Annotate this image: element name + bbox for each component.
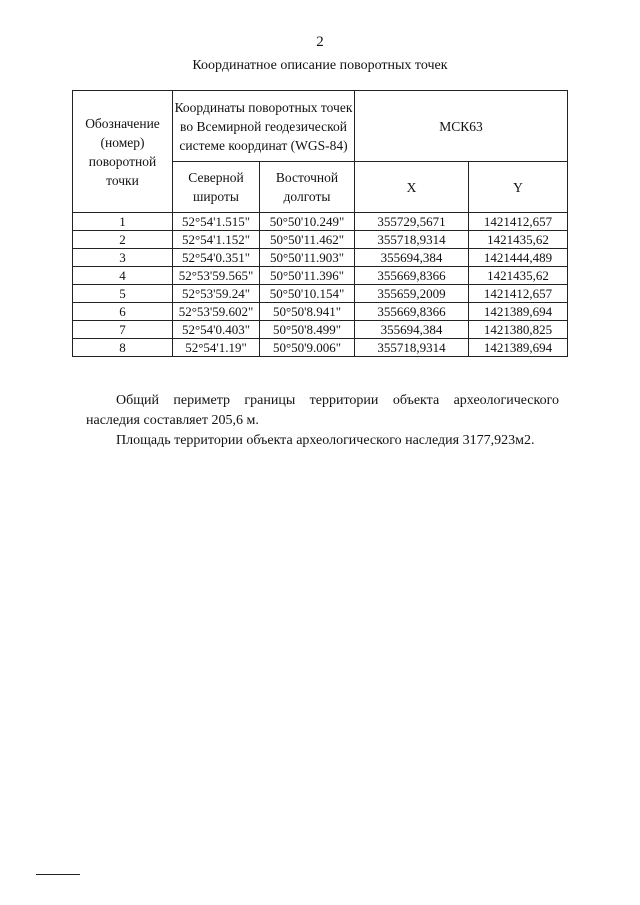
point-number: 4 <box>73 267 173 285</box>
point-number: 6 <box>73 303 173 321</box>
point-latitude: 52°53'59.602" <box>173 303 260 321</box>
table-row <box>73 303 568 321</box>
point-y: 1421412,657 <box>469 213 568 231</box>
point-x: 355694,384 <box>355 321 469 339</box>
point-number: 3 <box>73 249 173 267</box>
point-x: 355718,9314 <box>355 339 469 357</box>
point-x: 355659,2009 <box>355 285 469 303</box>
point-longitude: 50°50'11.903" <box>260 249 355 267</box>
point-x: 355729,5671 <box>355 213 469 231</box>
page-number: 2 <box>316 34 324 50</box>
point-y: 1421380,825 <box>469 321 568 339</box>
coordinates-table <box>72 90 568 357</box>
table-row <box>73 321 568 339</box>
point-longitude: 50°50'10.249" <box>260 213 355 231</box>
header-latitude: Северной широты <box>173 162 260 213</box>
point-latitude: 52°54'1.19" <box>173 339 260 357</box>
header-wgs84-coordinates: Координаты поворотных точек во Всемирной геодезической системе координат (WGS-84) <box>173 91 355 162</box>
point-y: 1421389,694 <box>469 303 568 321</box>
table-row <box>73 213 568 231</box>
header-x: X <box>355 162 469 213</box>
point-latitude: 52°53'59.24" <box>173 285 260 303</box>
point-number: 5 <box>73 285 173 303</box>
point-number: 1 <box>73 213 173 231</box>
point-longitude: 50°50'10.154" <box>260 285 355 303</box>
point-x: 355694,384 <box>355 249 469 267</box>
table-row <box>73 249 568 267</box>
point-longitude: 50°50'11.396" <box>260 267 355 285</box>
header-longitude: Восточной долготы <box>260 162 355 213</box>
point-longitude: 50°50'8.941" <box>260 303 355 321</box>
point-longitude: 50°50'8.499" <box>260 321 355 339</box>
point-longitude: 50°50'11.462" <box>260 231 355 249</box>
point-number: 8 <box>73 339 173 357</box>
point-x: 355669,8366 <box>355 303 469 321</box>
header-designation: Обозначение (номер) поворотной точки <box>73 91 173 213</box>
table-row <box>73 267 568 285</box>
area-paragraph: Площадь территории объекта археологического наследия 3177,923м2. <box>116 433 535 448</box>
point-y: 1421412,657 <box>469 285 568 303</box>
point-y: 1421389,694 <box>469 339 568 357</box>
table-row <box>73 285 568 303</box>
point-latitude: 52°53'59.565" <box>173 267 260 285</box>
header-y: Y <box>469 162 568 213</box>
table-row <box>73 231 568 249</box>
perimeter-paragraph: Общий периметр границы территории объекта археологического наследия составляет 205,6 м. <box>86 393 559 428</box>
point-x: 355718,9314 <box>355 231 469 249</box>
header-msk63: МСК63 <box>355 91 568 162</box>
point-latitude: 52°54'1.152" <box>173 231 260 249</box>
footnote-divider <box>36 874 80 875</box>
point-y: 1421435,62 <box>469 231 568 249</box>
point-number: 2 <box>73 231 173 249</box>
point-x: 355669,8366 <box>355 267 469 285</box>
table-row <box>73 339 568 357</box>
point-latitude: 52°54'1.515" <box>173 213 260 231</box>
point-latitude: 52°54'0.351" <box>173 249 260 267</box>
point-y: 1421435,62 <box>469 267 568 285</box>
point-y: 1421444,489 <box>469 249 568 267</box>
point-number: 7 <box>73 321 173 339</box>
point-longitude: 50°50'9.006" <box>260 339 355 357</box>
point-latitude: 52°54'0.403" <box>173 321 260 339</box>
document-title: Координатное описание поворотных точек <box>192 58 448 73</box>
